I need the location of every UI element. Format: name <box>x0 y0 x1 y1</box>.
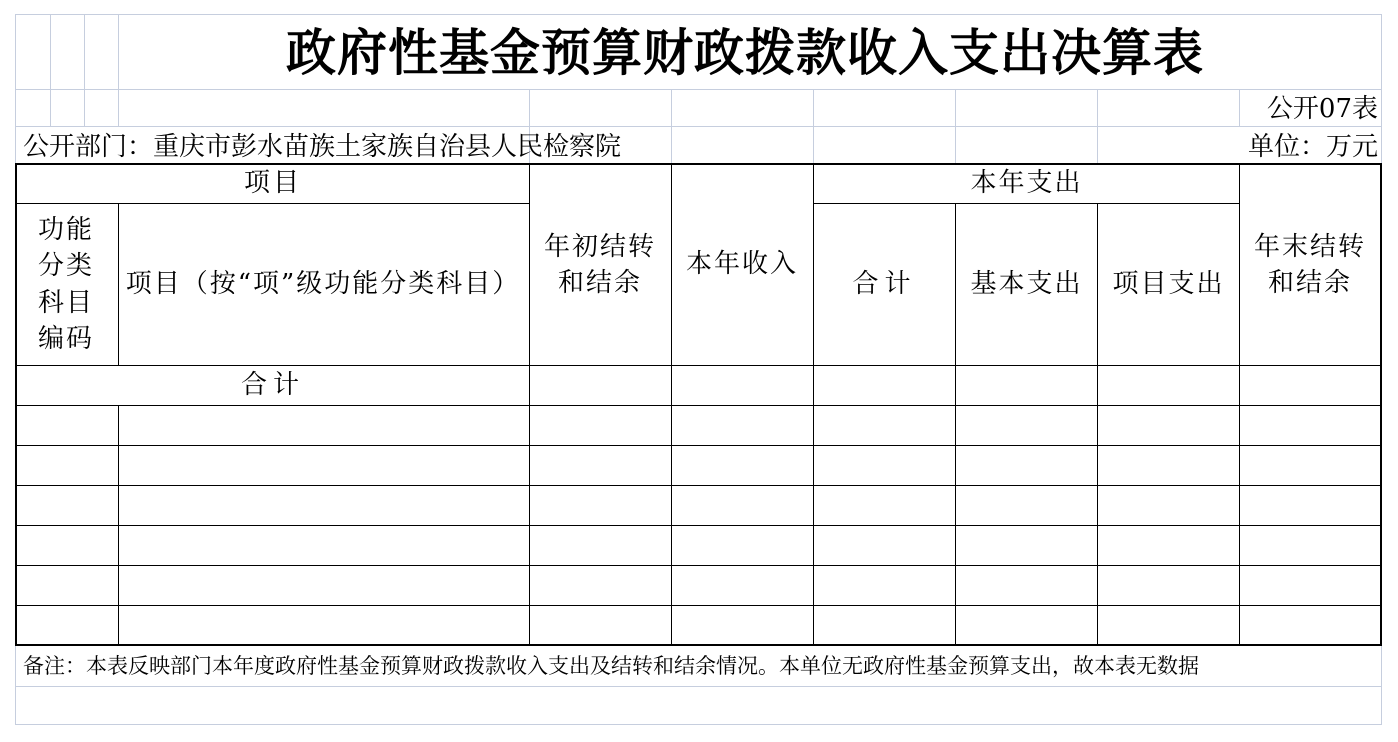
header-end-balance: 年末结转和结余 <box>1253 231 1366 298</box>
table-line <box>118 405 119 645</box>
table-line <box>1239 163 1240 645</box>
grid-line <box>813 89 814 163</box>
header-basic: 基本支出 <box>970 268 1083 299</box>
department-label: 公开部门：重庆市彭水苗族土家族自治县人民检察院 <box>23 132 622 162</box>
header-func-code: 功能分类科目编码 <box>37 214 94 354</box>
unit-label: 单位：万元 <box>1247 132 1378 162</box>
grid-line <box>1097 89 1098 163</box>
footnote: 备注：本表反映部门本年度政府性基金预算财政拨款收入支出及结转和结余情况。本单位无政府性基金预算支出，故本表无数据 <box>23 654 1199 678</box>
grid-line <box>15 724 1382 725</box>
total-row-label: 合计 <box>240 369 305 400</box>
grid-line <box>671 89 672 163</box>
page-title: 政府性基金预算财政拨款收入支出决算表 <box>286 23 1204 82</box>
table-line <box>15 485 1382 486</box>
table-border <box>15 644 1382 646</box>
table-line <box>15 605 1382 606</box>
table-line <box>15 445 1382 446</box>
header-project: 项目 <box>243 168 302 199</box>
table-line <box>671 163 672 645</box>
table-line <box>118 203 119 365</box>
grid-line <box>955 89 956 163</box>
header-expense-group: 本年支出 <box>970 168 1083 199</box>
grid-line <box>15 126 1382 127</box>
header-income: 本年收入 <box>685 249 798 280</box>
grid-line <box>15 686 1382 687</box>
grid-line <box>50 14 51 126</box>
header-project-expense: 项目支出 <box>1112 268 1225 299</box>
header-project-item: 项目（按“项”级功能分类科目） <box>125 269 521 300</box>
grid-line <box>15 14 1382 15</box>
grid-line <box>118 14 119 126</box>
header-total: 合计 <box>852 268 917 299</box>
table-line <box>15 565 1382 566</box>
table-line <box>15 405 1382 406</box>
table-line <box>529 163 530 645</box>
table-line <box>15 525 1382 526</box>
grid-line <box>84 14 85 126</box>
table-code: 公开07表 <box>1266 94 1378 124</box>
grid-line <box>15 89 1382 90</box>
header-begin-balance: 年初结转和结余 <box>543 231 656 298</box>
